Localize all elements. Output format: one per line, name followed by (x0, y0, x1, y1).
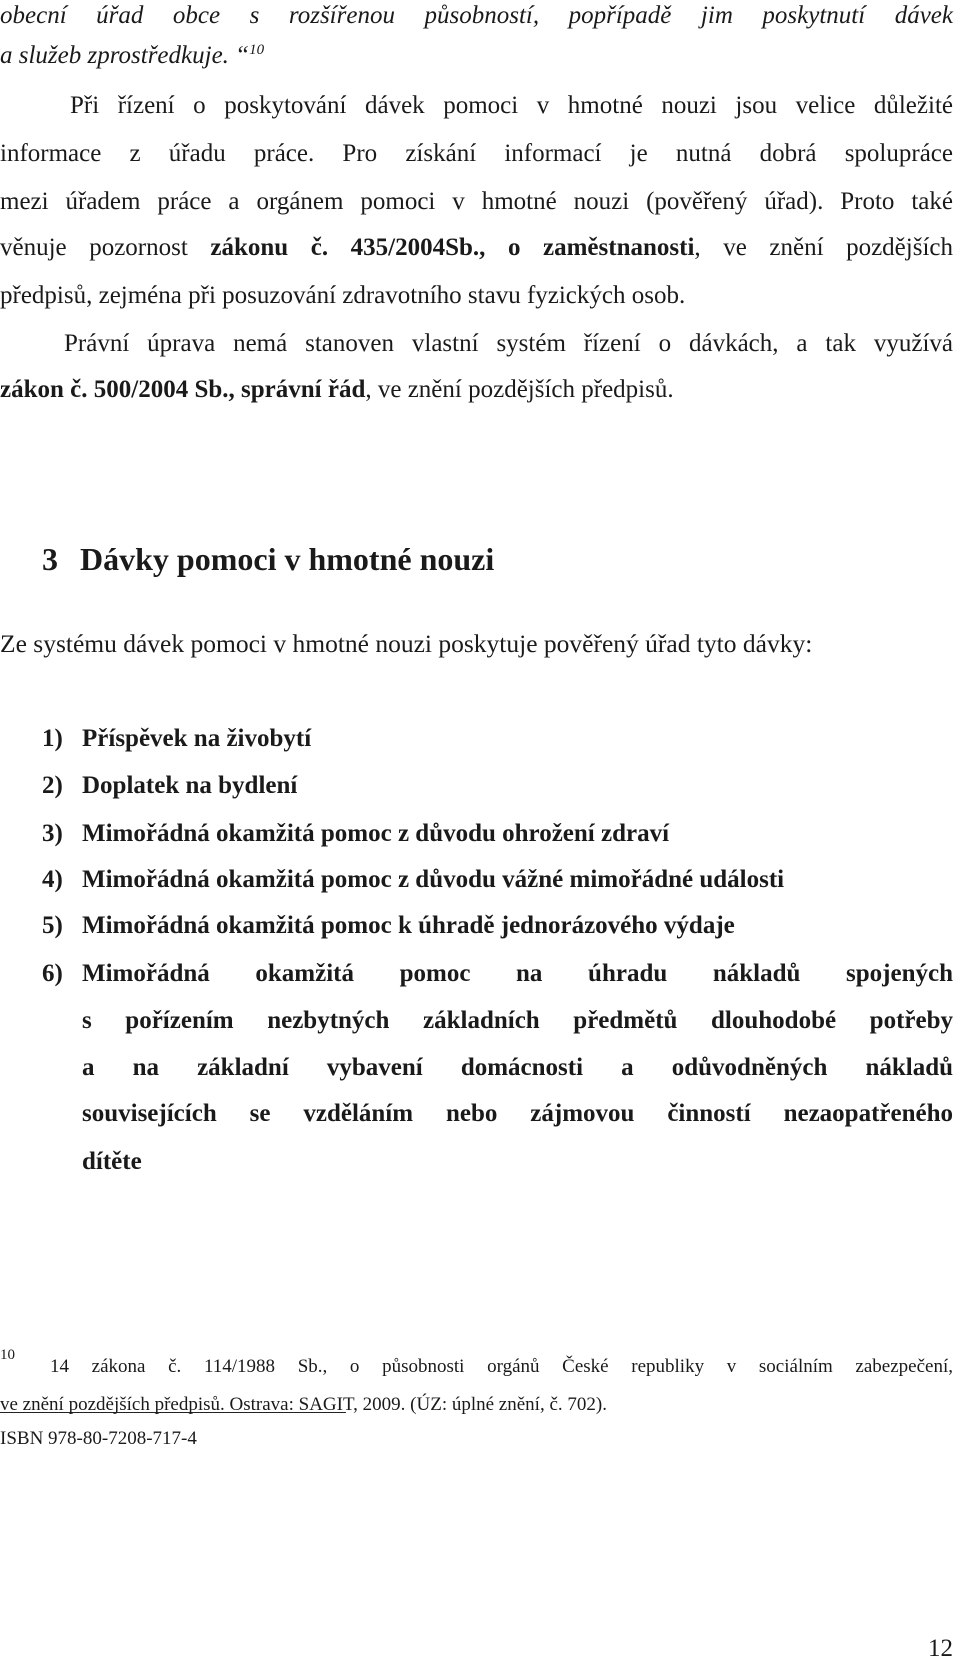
section-number: 3 (42, 541, 58, 577)
para1-line-4-post: , ve znění pozdějších (694, 234, 953, 261)
footnote-number: 10 (0, 1347, 15, 1363)
list-item-3 (42, 818, 669, 850)
para2-line-2 (0, 374, 674, 406)
list-item-6-cont-1: s pořízením nezbytných základních předmětů dlouhodobé potřeby (82, 1007, 953, 1034)
law-name-employment: zaměstnanosti (543, 234, 695, 261)
list-item-text: Mimořádná okamžitá pomoc na úhradu nákladů spojených (82, 960, 953, 987)
footnote-line-1: 14 zákona č. 114/1988 Sb., o působnosti orgánů České republiky v sociálním zabezpečení, (50, 1356, 953, 1377)
list-item-text: Doplatek na bydlení (82, 772, 298, 799)
list-item-5 (42, 910, 735, 942)
list-item-6-cont-2: a na základní vybavení domácnosti a odůvodněných nákladů (82, 1054, 953, 1081)
para1-line-3: mezi úřadem práce a orgánem pomoci v hmotné nouzi (pověřený úřad). Proto také (0, 188, 953, 215)
list-item-6-cont-3: souvisejících se vzděláním nebo zájmovou činností nezaopatřeného (82, 1100, 953, 1127)
list-item-number: 1) (42, 725, 63, 752)
law-500-2004: zákon č. 500/2004 Sb. (0, 376, 229, 403)
footnote-line-2: ve znění pozdějších předpisů. Ostrava: SAGIT, 2009. (ÚZ: úplné znění, č. 702). (0, 1394, 607, 1415)
list-item-4 (42, 864, 784, 896)
section-heading (42, 543, 494, 575)
intro-quote: “ (235, 42, 250, 69)
list-item-text: Mimořádná okamžitá pomoc z důvodu vážné mimořádné události (82, 866, 785, 893)
intro-line-2 (0, 40, 264, 72)
list-item-number: 4) (42, 866, 63, 893)
list-item-6-cont-4: dítěte (82, 1148, 142, 1175)
law-435-2004: zákonu č. 435/2004Sb. (210, 234, 480, 261)
list-lead: Ze systému dávek pomoci v hmotné nouzi poskytuje pověřený úřad tyto dávky: (0, 629, 813, 658)
footnote-isbn: ISBN 978-80-7208-717-4 (0, 1428, 197, 1449)
para1-line-2: informace z úřadu práce. Pro získání informací je nutná dobrá spolupráce (0, 140, 953, 167)
list-item-2 (42, 770, 297, 802)
para1-line-4 (0, 232, 953, 264)
list-item-number: 2) (42, 772, 63, 799)
para1-line-1: Při řízení o poskytování dávek pomoci v hmotné nouzi jsou velice důležité (70, 92, 953, 119)
list-item-number: 6) (42, 960, 63, 987)
law-name-administrative: správní řád (241, 376, 366, 403)
list-item-text: Mimořádná okamžitá pomoc z důvodu ohrožení zdraví (82, 820, 670, 847)
footnote-ref-10[interactable]: 10 (249, 42, 265, 58)
list-item-6 (42, 958, 953, 990)
list-item-number: 3) (42, 820, 63, 847)
para2-line-1: Právní úprava nemá stanoven vlastní systém řízení o dávkách, a tak využívá (64, 330, 953, 357)
para1-line-4-mid: , o (479, 234, 544, 261)
para2-line-2-mid: , (228, 376, 242, 403)
list-item-text: Mimořádná okamžitá pomoc k úhradě jednorázového výdaje (82, 912, 735, 939)
list-item-number: 5) (42, 912, 63, 939)
page-number: 12 (928, 1635, 953, 1662)
intro-line-2-text: a služeb zprostředkuje. (0, 42, 229, 69)
para2-line-2-post: , ve znění pozdějších předpisů. (365, 376, 674, 403)
section-title: Dávky pomoci v hmotné nouzi (80, 541, 495, 577)
para1-line-4-pre: věnuje pozornost (0, 234, 211, 261)
para1-line-5: předpisů, zejména při posuzování zdravotního stavu fyzických osob. (0, 282, 686, 309)
list-item-text: Příspěvek na živobytí (82, 725, 312, 752)
list-item-1 (42, 723, 311, 755)
intro-line-1: obecní úřad obce s rozšířenou působností, popřípadě jim poskytnutí dávek (0, 2, 953, 29)
